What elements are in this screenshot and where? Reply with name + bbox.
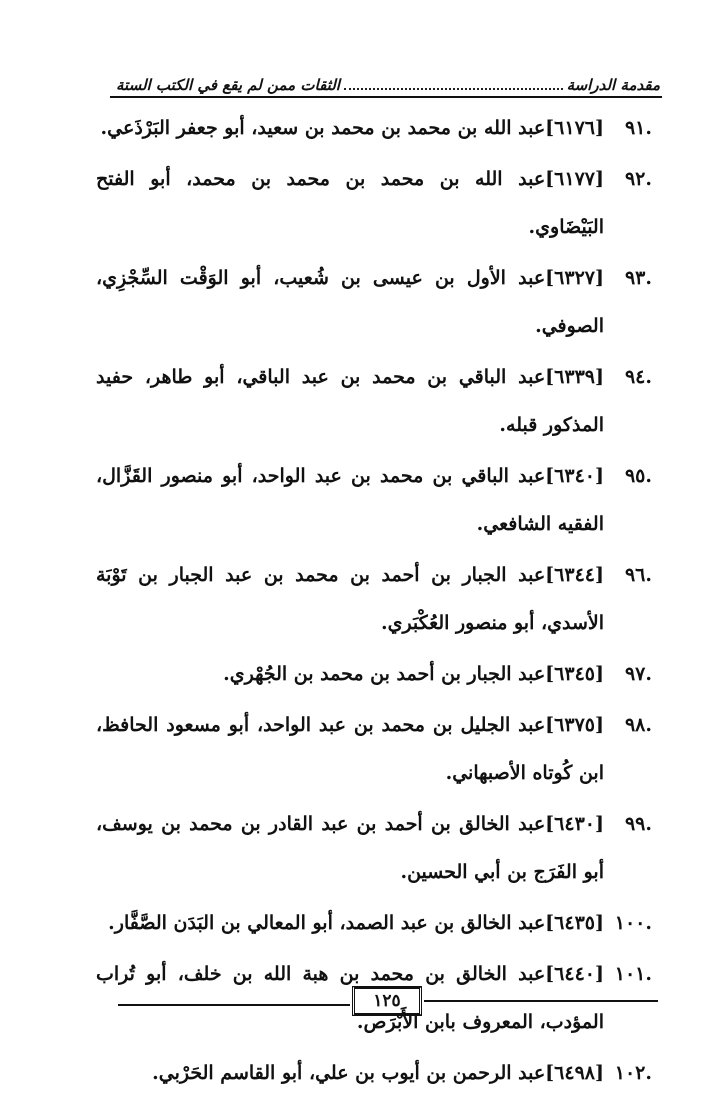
entry-body	[96, 353, 604, 449]
header-section-title: مقدمة الدراسة	[566, 76, 660, 94]
entry-reference: [٦١٧٦]	[545, 117, 604, 139]
entry-number: .٩٢	[624, 168, 652, 190]
entry-body	[96, 155, 604, 251]
entry-number: .٩٩	[624, 813, 652, 835]
list-item	[96, 899, 652, 947]
entry-body	[96, 254, 604, 350]
list-item	[96, 452, 652, 548]
entry-reference: [٦٤٣٠]	[545, 813, 604, 835]
entry-reference: [٦٣٢٧]	[545, 267, 604, 289]
entry-text: عبد الخالق بن أحمد بن عبد القادر بن محمد بن يوسف، أبو الفَرَج بن أبي الحسين.	[96, 813, 604, 883]
footer-rule-right	[424, 1000, 658, 1002]
entry-reference: [٦٤٤٠]	[545, 963, 604, 985]
entry-text: عبد الجبار بن أحمد بن محمد بن عبد الجبار بن تَوْبَة الأسدي، أبو منصور العُكْبَري.	[96, 564, 604, 634]
entry-body	[96, 1049, 604, 1097]
entry-number: .٩٧	[624, 663, 652, 685]
entry-reference: [٦٣٤٠]	[545, 465, 604, 487]
entry-text: عبد الخالق بن عبد الصمد، أبو المعالي بن البَدَن الصَّفَّار.	[108, 912, 546, 934]
entry-number: .١٠٠	[614, 912, 652, 934]
entry-number: .١٠١	[614, 963, 652, 985]
list-item	[96, 104, 652, 152]
entry-reference: [٦٣٣٩]	[545, 366, 604, 388]
entry-number: .٩١	[624, 117, 652, 139]
footer-rule-left	[118, 1004, 350, 1006]
entry-reference: [٦٣٤٥]	[545, 663, 604, 685]
entry-number: .١٠٢	[614, 1062, 652, 1084]
header-book-title: الثقات ممن لم يقع في الكتب الستة	[116, 76, 340, 94]
page-number: ١٢٥	[352, 986, 422, 1016]
entry-body	[96, 701, 604, 797]
entry-reference: [٦١٧٧]	[545, 168, 604, 190]
list-item	[96, 701, 652, 797]
entry-number: .٩٤	[624, 366, 652, 388]
entry-number: .٩٦	[624, 564, 652, 586]
entry-number: .٩٥	[624, 465, 652, 487]
list-item	[96, 551, 652, 647]
entry-reference: [٦٤٣٥]	[545, 912, 604, 934]
running-header	[116, 68, 660, 94]
entry-number: .٩٣	[624, 267, 652, 289]
entry-body	[96, 800, 604, 896]
entry-text: عبد الجليل بن محمد بن عبد الواحد، أبو مسعود الحافظ، ابن كُوتاه الأصبهاني.	[96, 714, 604, 784]
entry-text: عبد الرحمن بن أيوب بن علي، أبو القاسم الحَرْبي.	[152, 1062, 546, 1084]
entry-text: عبد الله بن محمد بن محمد بن محمد، أبو الفتح البَيْضَاوي.	[96, 168, 604, 238]
entry-text: عبد الله بن محمد بن محمد بن سعيد، أبو جعفر البَرْذَعي.	[100, 117, 546, 139]
list-item	[96, 353, 652, 449]
entry-body	[96, 950, 604, 1046]
entry-reference: [٦٤٩٨]	[545, 1062, 604, 1084]
entry-body	[96, 104, 604, 152]
entry-list	[96, 104, 652, 1100]
header-dot-leader	[344, 87, 563, 90]
entry-text: عبد الباقي بن محمد بن عبد الباقي، أبو طاهر، حفيد المذكور قبله.	[96, 366, 604, 436]
entry-reference: [٦٣٧٥]	[545, 714, 604, 736]
list-item	[96, 1049, 652, 1097]
entry-body	[96, 452, 604, 548]
entry-text: عبد الجبار بن أحمد بن محمد بن الجُهْري.	[223, 663, 546, 685]
entry-body	[96, 551, 604, 647]
list-item	[96, 800, 652, 896]
entry-text: عبد الأول بن عيسى بن شُعيب، أبو الوَقْت السِّجْزِي، الصوفي.	[96, 267, 604, 337]
list-item	[96, 650, 652, 698]
entry-number: .٩٨	[624, 714, 652, 736]
entry-text: عبد الباقي بن محمد بن عبد الواحد، أبو منصور القَزَّال، الفقيه الشافعي.	[96, 465, 604, 535]
entry-text: عبد الخالق بن محمد بن هبة الله بن خلف، أبو تُراب المؤدب، المعروف بابن الأَبْرَص.	[96, 963, 604, 1033]
entry-body	[96, 899, 604, 947]
entry-body	[96, 650, 604, 698]
header-rule	[110, 96, 662, 98]
list-item	[96, 155, 652, 251]
entry-reference: [٦٣٤٤]	[545, 564, 604, 586]
list-item	[96, 254, 652, 350]
